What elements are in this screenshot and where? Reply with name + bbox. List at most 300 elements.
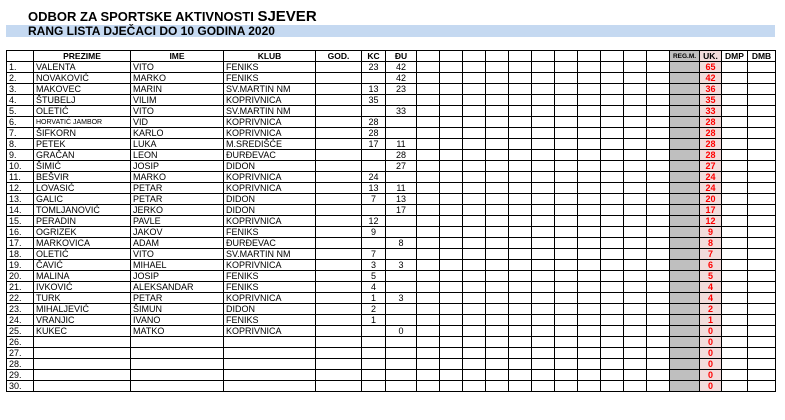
- table-row: [7, 326, 776, 337]
- blank-cell: [578, 84, 601, 95]
- kc-cell: [362, 238, 386, 249]
- blank-cell: [555, 205, 578, 216]
- blank-cell: [601, 73, 624, 84]
- blank-cell: [647, 227, 670, 238]
- blank-cell: [624, 194, 647, 205]
- regm-cell: [670, 260, 700, 271]
- prezime-cell: IVKOVIĆ: [34, 282, 131, 293]
- blank-cell: [417, 326, 440, 337]
- blank-cell: [601, 183, 624, 194]
- col-blank-header: [624, 51, 647, 62]
- dmp-cell: [722, 139, 748, 150]
- blank-cell: [509, 282, 532, 293]
- blank-cell: [555, 161, 578, 172]
- rank-number: 18.: [7, 249, 34, 260]
- du-cell: [386, 95, 417, 106]
- ime-cell: MIHAEL: [131, 260, 224, 271]
- blank-cell: [486, 172, 509, 183]
- kc-cell: 2: [362, 304, 386, 315]
- regm-cell: [670, 249, 700, 260]
- prezime-cell: OLETIĆ: [34, 106, 131, 117]
- uk-total-cell: 4: [700, 282, 722, 293]
- dmp-cell: [722, 271, 748, 282]
- dmp-cell: [722, 62, 748, 73]
- table-row: [7, 161, 776, 172]
- du-cell: [386, 282, 417, 293]
- du-cell: 42: [386, 62, 417, 73]
- blank-cell: [647, 161, 670, 172]
- rank-number: 3.: [7, 84, 34, 95]
- blank-cell: [624, 216, 647, 227]
- regm-cell: [670, 359, 700, 370]
- god-cell: [316, 62, 362, 73]
- rank-number: 17.: [7, 238, 34, 249]
- blank-cell: [486, 84, 509, 95]
- kc-cell: 1: [362, 293, 386, 304]
- blank-cell: [647, 139, 670, 150]
- blank-cell: [578, 106, 601, 117]
- col-blank-header: [647, 51, 670, 62]
- blank-cell: [578, 95, 601, 106]
- prezime-cell: ŠIFKORN: [34, 128, 131, 139]
- du-cell: [386, 337, 417, 348]
- kc-cell: [362, 205, 386, 216]
- rank-number: 30.: [7, 381, 34, 392]
- dmp-cell: [722, 95, 748, 106]
- blank-cell: [509, 128, 532, 139]
- prezime-cell: VRANJIC: [34, 315, 131, 326]
- blank-cell: [647, 194, 670, 205]
- blank-cell: [486, 359, 509, 370]
- dmp-cell: [722, 249, 748, 260]
- blank-cell: [463, 370, 486, 381]
- blank-cell: [417, 359, 440, 370]
- rank-number: 25.: [7, 326, 34, 337]
- blank-cell: [578, 348, 601, 359]
- prezime-cell: LOVASIĆ: [34, 183, 131, 194]
- kc-cell: 5: [362, 271, 386, 282]
- blank-cell: [509, 238, 532, 249]
- du-cell: [386, 249, 417, 260]
- god-cell: [316, 304, 362, 315]
- dmp-cell: [722, 370, 748, 381]
- blank-cell: [463, 172, 486, 183]
- klub-cell: KOPRIVNICA: [224, 260, 316, 271]
- blank-cell: [486, 183, 509, 194]
- prezime-cell: [34, 359, 131, 370]
- uk-total-cell: 12: [700, 216, 722, 227]
- kc-cell: 24: [362, 172, 386, 183]
- kc-cell: 7: [362, 249, 386, 260]
- god-cell: [316, 238, 362, 249]
- klub-cell: KOPRIVNICA: [224, 117, 316, 128]
- blank-cell: [417, 249, 440, 260]
- blank-cell: [509, 227, 532, 238]
- blank-cell: [417, 139, 440, 150]
- kc-cell: 3: [362, 260, 386, 271]
- klub-cell: FENIKS: [224, 271, 316, 282]
- table-row: [7, 238, 776, 249]
- du-cell: 33: [386, 106, 417, 117]
- blank-cell: [440, 249, 463, 260]
- blank-cell: [440, 227, 463, 238]
- blank-cell: [532, 315, 555, 326]
- blank-cell: [578, 271, 601, 282]
- blank-cell: [578, 260, 601, 271]
- dmb-cell: [748, 106, 776, 117]
- blank-cell: [555, 172, 578, 183]
- blank-cell: [624, 117, 647, 128]
- rank-number: 7.: [7, 128, 34, 139]
- blank-cell: [647, 172, 670, 183]
- blank-cell: [509, 106, 532, 117]
- rank-number: 27.: [7, 348, 34, 359]
- uk-total-cell: 65: [700, 62, 722, 73]
- blank-cell: [509, 260, 532, 271]
- blank-cell: [417, 370, 440, 381]
- blank-cell: [486, 73, 509, 84]
- blank-cell: [647, 205, 670, 216]
- blank-cell: [555, 117, 578, 128]
- prezime-cell: ŠTUBELJ: [34, 95, 131, 106]
- rank-number: 20.: [7, 271, 34, 282]
- blank-cell: [647, 337, 670, 348]
- blank-cell: [440, 337, 463, 348]
- table-row: [7, 293, 776, 304]
- kc-cell: [362, 337, 386, 348]
- uk-total-cell: 36: [700, 84, 722, 95]
- kc-cell: [362, 370, 386, 381]
- blank-cell: [417, 205, 440, 216]
- rank-number: 23.: [7, 304, 34, 315]
- dmp-cell: [722, 260, 748, 271]
- dmb-cell: [748, 216, 776, 227]
- uk-total-cell: 28: [700, 128, 722, 139]
- blank-cell: [601, 326, 624, 337]
- blank-cell: [601, 337, 624, 348]
- klub-cell: FENIKS: [224, 282, 316, 293]
- col-prezime-header: PREZIME: [34, 51, 131, 62]
- du-cell: 28: [386, 150, 417, 161]
- blank-cell: [647, 95, 670, 106]
- col-regm-header: REG.M.: [670, 51, 700, 62]
- blank-cell: [624, 150, 647, 161]
- blank-cell: [463, 106, 486, 117]
- blank-cell: [555, 326, 578, 337]
- dmp-cell: [722, 282, 748, 293]
- dmp-cell: [722, 150, 748, 161]
- table-header-row: [7, 51, 776, 62]
- uk-total-cell: 20: [700, 194, 722, 205]
- regm-cell: [670, 370, 700, 381]
- blank-cell: [601, 359, 624, 370]
- blank-cell: [578, 205, 601, 216]
- blank-cell: [555, 183, 578, 194]
- table-row: [7, 315, 776, 326]
- blank-cell: [647, 381, 670, 392]
- blank-cell: [601, 227, 624, 238]
- blank-cell: [486, 271, 509, 282]
- blank-cell: [417, 183, 440, 194]
- blank-cell: [647, 84, 670, 95]
- blank-cell: [555, 249, 578, 260]
- col-blank-header: [417, 51, 440, 62]
- blank-cell: [624, 370, 647, 381]
- blank-cell: [624, 238, 647, 249]
- blank-cell: [578, 117, 601, 128]
- regm-cell: [670, 95, 700, 106]
- rank-number: 13.: [7, 194, 34, 205]
- blank-cell: [509, 315, 532, 326]
- table-row: [7, 249, 776, 260]
- blank-cell: [532, 326, 555, 337]
- blank-cell: [417, 128, 440, 139]
- dmp-cell: [722, 381, 748, 392]
- blank-cell: [578, 139, 601, 150]
- klub-cell: DIDON: [224, 304, 316, 315]
- god-cell: [316, 172, 362, 183]
- ime-cell: [131, 337, 224, 348]
- blank-cell: [440, 271, 463, 282]
- blank-cell: [486, 315, 509, 326]
- blank-cell: [601, 84, 624, 95]
- blank-cell: [578, 183, 601, 194]
- blank-cell: [624, 128, 647, 139]
- du-cell: 8: [386, 238, 417, 249]
- blank-cell: [601, 205, 624, 216]
- uk-total-cell: 1: [700, 315, 722, 326]
- blank-cell: [601, 128, 624, 139]
- dmp-cell: [722, 304, 748, 315]
- dmb-cell: [748, 359, 776, 370]
- ime-cell: MARKO: [131, 172, 224, 183]
- blank-cell: [463, 84, 486, 95]
- ime-cell: JOSIP: [131, 271, 224, 282]
- god-cell: [316, 282, 362, 293]
- blank-cell: [417, 84, 440, 95]
- blank-cell: [555, 227, 578, 238]
- blank-cell: [647, 304, 670, 315]
- blank-cell: [440, 293, 463, 304]
- uk-total-cell: 7: [700, 249, 722, 260]
- dmb-cell: [748, 293, 776, 304]
- uk-total-cell: 4: [700, 293, 722, 304]
- blank-cell: [463, 62, 486, 73]
- table-row: [7, 370, 776, 381]
- god-cell: [316, 84, 362, 95]
- blank-cell: [532, 194, 555, 205]
- uk-total-cell: 2: [700, 304, 722, 315]
- klub-cell: KOPRIVNICA: [224, 326, 316, 337]
- blank-cell: [509, 95, 532, 106]
- blank-cell: [486, 205, 509, 216]
- dmp-cell: [722, 359, 748, 370]
- uk-total-cell: 27: [700, 161, 722, 172]
- regm-cell: [670, 348, 700, 359]
- blank-cell: [509, 139, 532, 150]
- blank-cell: [486, 194, 509, 205]
- god-cell: [316, 139, 362, 150]
- blank-cell: [417, 117, 440, 128]
- god-cell: [316, 337, 362, 348]
- blank-cell: [532, 293, 555, 304]
- blank-cell: [532, 304, 555, 315]
- blank-cell: [509, 194, 532, 205]
- uk-total-cell: 0: [700, 326, 722, 337]
- blank-cell: [532, 84, 555, 95]
- ime-cell: VILIM: [131, 95, 224, 106]
- blank-cell: [509, 216, 532, 227]
- blank-cell: [486, 238, 509, 249]
- god-cell: [316, 117, 362, 128]
- klub-cell: DIDON: [224, 205, 316, 216]
- dmb-cell: [748, 139, 776, 150]
- blank-cell: [555, 95, 578, 106]
- uk-total-cell: 6: [700, 260, 722, 271]
- kc-cell: [362, 73, 386, 84]
- klub-cell: KOPRIVNICA: [224, 95, 316, 106]
- rank-number: 8.: [7, 139, 34, 150]
- ime-cell: IVANO: [131, 315, 224, 326]
- regm-cell: [670, 315, 700, 326]
- blank-cell: [486, 348, 509, 359]
- god-cell: [316, 205, 362, 216]
- ime-cell: PETAR: [131, 183, 224, 194]
- blank-cell: [440, 106, 463, 117]
- du-cell: [386, 128, 417, 139]
- rank-number: 22.: [7, 293, 34, 304]
- blank-cell: [463, 117, 486, 128]
- rank-number: 9.: [7, 150, 34, 161]
- blank-cell: [624, 315, 647, 326]
- blank-cell: [578, 293, 601, 304]
- blank-cell: [601, 150, 624, 161]
- blank-cell: [463, 359, 486, 370]
- table-row: [7, 194, 776, 205]
- dmb-cell: [748, 337, 776, 348]
- col-dmb-header: DMB: [748, 51, 776, 62]
- blank-cell: [624, 161, 647, 172]
- prezime-cell: MIHALJEVIĆ: [34, 304, 131, 315]
- blank-cell: [440, 238, 463, 249]
- uk-total-cell: 0: [700, 381, 722, 392]
- blank-cell: [486, 293, 509, 304]
- du-cell: 11: [386, 139, 417, 150]
- dmp-cell: [722, 172, 748, 183]
- regm-cell: [670, 381, 700, 392]
- ime-cell: ŠIMUN: [131, 304, 224, 315]
- blank-cell: [440, 84, 463, 95]
- blank-cell: [463, 249, 486, 260]
- dmb-cell: [748, 315, 776, 326]
- blank-cell: [624, 62, 647, 73]
- blank-cell: [532, 238, 555, 249]
- klub-cell: FENIKS: [224, 73, 316, 84]
- blank-cell: [417, 62, 440, 73]
- table-row: [7, 117, 776, 128]
- regm-cell: [670, 282, 700, 293]
- blank-cell: [624, 381, 647, 392]
- blank-cell: [578, 150, 601, 161]
- blank-cell: [578, 238, 601, 249]
- uk-total-cell: 35: [700, 95, 722, 106]
- table-row: [7, 84, 776, 95]
- blank-cell: [440, 315, 463, 326]
- klub-cell: KOPRIVNICA: [224, 293, 316, 304]
- blank-cell: [624, 359, 647, 370]
- rank-number: 14.: [7, 205, 34, 216]
- blank-cell: [463, 128, 486, 139]
- blank-cell: [463, 161, 486, 172]
- blank-cell: [417, 95, 440, 106]
- blank-cell: [532, 139, 555, 150]
- du-cell: 3: [386, 293, 417, 304]
- du-cell: [386, 271, 417, 282]
- col-blank-header: [509, 51, 532, 62]
- blank-cell: [440, 73, 463, 84]
- blank-cell: [532, 62, 555, 73]
- klub-cell: [224, 337, 316, 348]
- blank-cell: [601, 62, 624, 73]
- blank-cell: [509, 62, 532, 73]
- blank-cell: [532, 95, 555, 106]
- blank-cell: [463, 73, 486, 84]
- kc-cell: 35: [362, 95, 386, 106]
- blank-cell: [647, 238, 670, 249]
- blank-cell: [578, 161, 601, 172]
- blank-cell: [509, 150, 532, 161]
- kc-cell: 12: [362, 216, 386, 227]
- klub-cell: FENIKS: [224, 62, 316, 73]
- ime-cell: [131, 359, 224, 370]
- blank-cell: [578, 381, 601, 392]
- god-cell: [316, 95, 362, 106]
- blank-cell: [624, 348, 647, 359]
- rank-number: 16.: [7, 227, 34, 238]
- blank-cell: [555, 216, 578, 227]
- regm-cell: [670, 238, 700, 249]
- blank-cell: [555, 62, 578, 73]
- regm-cell: [670, 271, 700, 282]
- blank-cell: [555, 84, 578, 95]
- rank-number: 19.: [7, 260, 34, 271]
- blank-cell: [601, 315, 624, 326]
- regm-cell: [670, 73, 700, 84]
- blank-cell: [440, 95, 463, 106]
- blank-cell: [532, 370, 555, 381]
- klub-cell: [224, 359, 316, 370]
- blank-cell: [532, 106, 555, 117]
- blank-cell: [601, 194, 624, 205]
- blank-cell: [624, 139, 647, 150]
- uk-total-cell: 24: [700, 172, 722, 183]
- dmb-cell: [748, 271, 776, 282]
- blank-cell: [486, 381, 509, 392]
- blank-cell: [532, 216, 555, 227]
- blank-cell: [555, 337, 578, 348]
- du-cell: [386, 348, 417, 359]
- blank-cell: [601, 348, 624, 359]
- table-row: [7, 150, 776, 161]
- blank-cell: [624, 337, 647, 348]
- prezime-cell: [34, 381, 131, 392]
- regm-cell: [670, 183, 700, 194]
- du-cell: [386, 315, 417, 326]
- table-row: [7, 139, 776, 150]
- blank-cell: [578, 62, 601, 73]
- regm-cell: [670, 139, 700, 150]
- kc-cell: [362, 381, 386, 392]
